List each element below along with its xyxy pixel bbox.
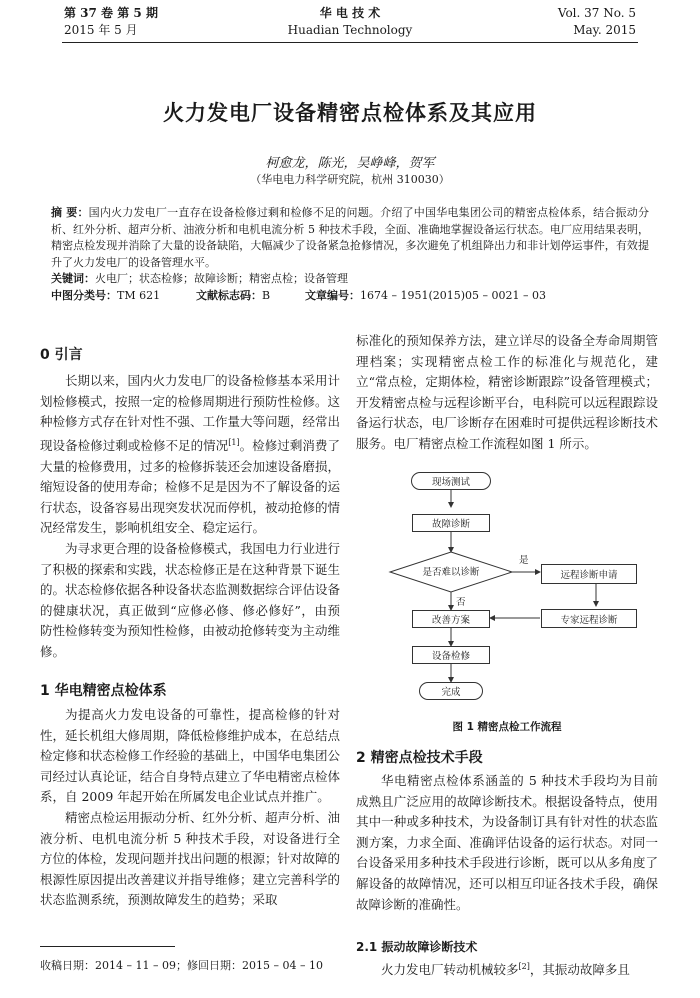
clc-number: 中图分类号：TM 621 — [51, 289, 161, 302]
journal-date: 2015 年 5 月 — [64, 23, 138, 37]
flow-node-field-test: 现场测试 — [411, 472, 491, 490]
flowchart — [356, 460, 658, 718]
keywords-label: 关键词： — [51, 272, 95, 285]
abstract-text: 国内火力发电厂一直存在设备检修过剩和检修不足的问题。介绍了中国华电集团公司的精密点检体系，结合振动分析、红外分析、超声分析、油液分析和电机电流分析 5 种技术手段，全面、准确地掌握设备运行状态。电厂应用结果表明，精密点检发现并消除了大量的设备缺陷，大幅减少了设备紧急抢修情况，多次避免了机组降出力和非计划停运事件，有效提升了火力发电厂的设备管理水平。 — [51, 206, 649, 269]
header-rule — [62, 42, 638, 43]
section-1-heading: 1 华电精密点检体系 — [40, 683, 167, 699]
figure-1-caption: 图 1 精密点检工作流程 — [452, 721, 562, 733]
article-affiliation: （华电电力科学研究院，杭州 310030） — [250, 173, 450, 186]
flow-node-decision: 是否难以诊断 — [422, 567, 480, 578]
citation-1: [1] — [228, 437, 240, 447]
flow-node-remote-request: 远程诊断申请 — [541, 564, 637, 584]
right-column-section2 — [356, 771, 658, 915]
right-para-1: 标准化的预知保养方法，建立详尽的设备全寿命周期管理档案；实现精密点检工作的标准化与规范化，建立“常点检，定期体检，精密诊断跟踪”设备管理模式；开发精密点检与远程诊断平台，电科院可以远程跟踪设备运行状态，电厂诊断存在困难时可提供远程诊断技术服务。电厂精密点检工作流程如图 1 所示。 — [356, 333, 658, 451]
section1-para-1: 为提高火力发电设备的可靠性，提高检修的针对性，延长机组大修周期，降低检修维护成本，在总结点检定修和状态检修工作经验的基础上，中国华电集团公司经过认真论证，结合自身特点建立了华电精密点检体系，自 2009 年起开始在所属发电企业试点并推广。 — [40, 707, 341, 805]
flow-label-yes: 是 — [519, 555, 529, 566]
flow-node-equipment-maintenance: 设备检修 — [412, 646, 490, 664]
keywords — [51, 271, 649, 287]
journal-name: 华 电 技 术 — [319, 6, 381, 20]
section-0-heading: 0 引言 — [40, 347, 83, 363]
intro-para-2: 为寻求更合理的设备检修模式，我国电力行业进行了积极的探索和实践，状态检修正是在这种背景下诞生的。状态检修依据各种设备状态监测数据综合评估设备的健康状况，真正做到“应修必修、修必修好”，由预防性检修转变为预知性检修，由被动抢修转变为主动维修。 — [40, 540, 341, 659]
flow-node-expert-remote-diagnosis: 专家远程诊断 — [541, 609, 637, 628]
article-authors: 柯愈龙，陈光，吴峥峰，贺军 — [265, 156, 435, 171]
flow-node-fault-diagnosis: 故障诊断 — [412, 514, 490, 532]
article-id: 文章编号：1674 – 1951(2015)05 – 0021 – 03 — [305, 289, 547, 302]
section2-para-1: 华电精密点检体系涵盖的 5 种技术手段均为目前成熟且广泛应用的故障诊断技术。根据设备特点，使用其中一种或多种技术，为设备制订具有针对性的状态监测方案，力求全面、准确评估设备的运行状态。对同一台设备采用多种技术手段进行诊断，既可以从多角度了解设备的故障情况，还可以相互印证各技术手段，确保故障诊断的准确性。 — [356, 773, 658, 912]
article-title: 火力发电厂设备精密点检体系及其应用 — [163, 101, 537, 125]
left-column-section1 — [40, 705, 340, 911]
section-2-1-heading: 2.1 振动故障诊断技术 — [356, 940, 478, 954]
flow-node-improvement-plan: 改善方案 — [412, 610, 490, 628]
footnote-dates: 收稿日期：2014 – 11 – 09；修回日期：2015 – 04 – 10 — [40, 959, 323, 972]
flow-node-complete: 完成 — [419, 682, 483, 700]
right-column-top — [356, 331, 658, 455]
keywords-text: 火电厂；状态检修；故障诊断；精密点检；设备管理 — [95, 272, 348, 285]
right-column-section2-1: 火力发电厂转动机械较多[2]，其振动故障多且 — [381, 962, 630, 978]
doc-code: 文献标志码：B — [196, 289, 271, 302]
journal-issue: 第 37 卷 第 5 期 — [64, 6, 158, 20]
abstract — [51, 205, 649, 271]
journal-volume: Vol. 37 No. 5 — [557, 6, 636, 20]
journal-month: May. 2015 — [573, 23, 636, 37]
left-column-intro: 长期以来，国内火力发电厂的设备检修基本采用计划检修模式，按照一定的检修周期进行预防性检修。这种检修方式存在针对性不强、工作量大等问题，经常出现设备检修过剩或检修不足的情况[1]。检修过剩消费了大量的检修费用，过多的检修拆装还会加速设备磨损，缩短设备的使用寿命；检修不足是因为不了解设备的运行状态，设备容易出现突发状况而停机，被动抢修的情况经常发生，影响机组安全、稳定运行。 为寻求更合理的设备检修模式，我国电力行业进行了积极的探索和实践，状态检修正是在这种背景下诞生的。状态检修依据各种设备状态监测数据综合评估设备的健康状况，真正做到“应修必修、修必修好”，由预防性检修转变为预知性检修，由被动抢修转变为主动维修。 — [40, 371, 340, 662]
abstract-label: 摘 要： — [51, 206, 89, 219]
flow-label-no: 否 — [456, 597, 466, 608]
footnote-rule — [40, 946, 175, 947]
section-2-heading: 2 精密点检技术手段 — [356, 750, 483, 766]
journal-name-en: Huadian Technology — [287, 23, 413, 37]
section1-para-2: 精密点检运用振动分析、红外分析、超声分析、油液分析、电机电流分析 5 种技术手段，对设备进行全方位的体检，发现问题并找出问题的根源；针对故障的根源性原因提出改善建议并指导维修；建立完善科学的状态监测系统，预测故障发生的趋势；采取 — [40, 809, 341, 908]
flowchart-connectors — [356, 460, 658, 718]
citation-2: [2] — [518, 962, 530, 971]
